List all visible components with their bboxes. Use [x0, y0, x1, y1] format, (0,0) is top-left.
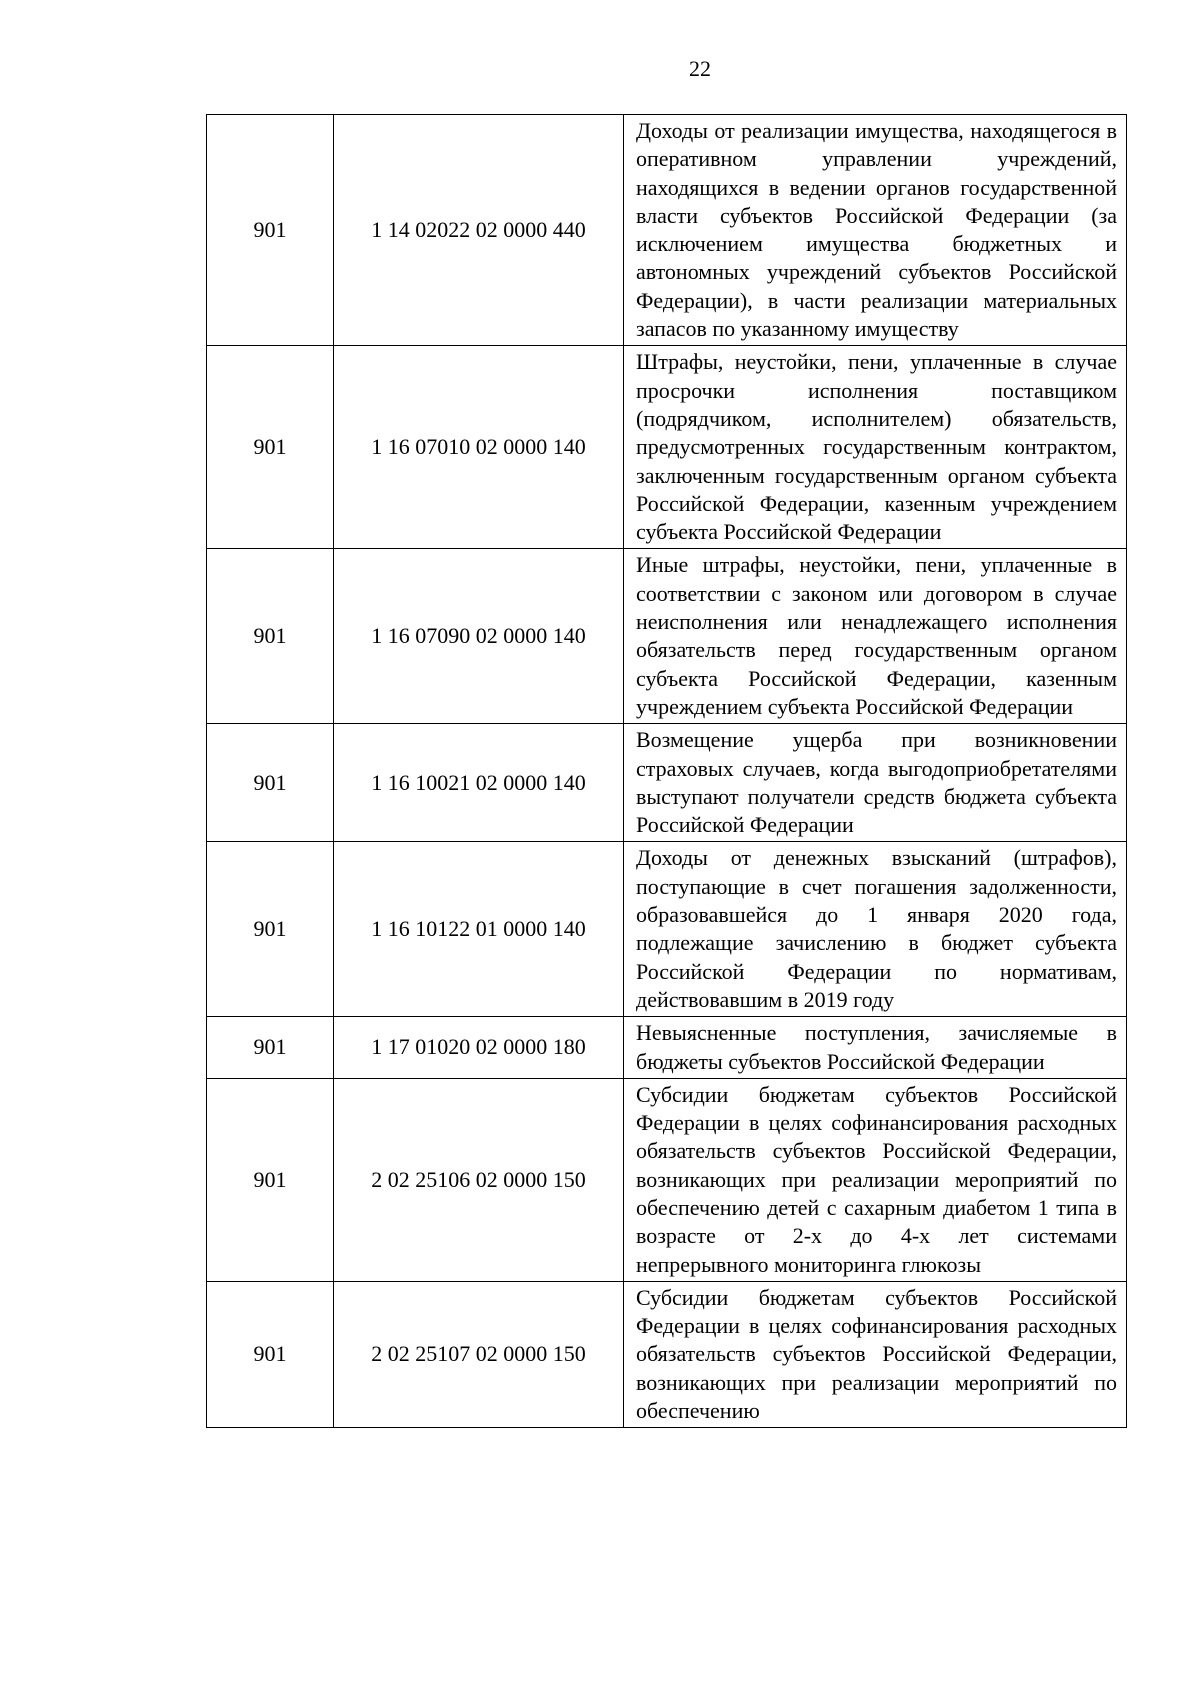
table-row	[207, 842, 1127, 1017]
admin-code-cell: 901	[207, 549, 334, 724]
budget-classification-code-cell: 2 02 25106 02 0000 150	[334, 1078, 624, 1281]
revenue-description-cell: Субсидии бюджетам субъектов Российской Федерации в целях софинансирования расходных обязательств субъектов Российской Федерации, возникающих при реализации мероприятий по обеспечению детей с сахарным диабетом 1 типа в возрасте от 2-х до 4-х лет системами непрерывного мониторинга глюкозы	[624, 1078, 1127, 1281]
admin-code-cell: 901	[207, 842, 334, 1017]
admin-code-cell: 901	[207, 1017, 334, 1079]
revenue-description-cell: Иные штрафы, неустойки, пени, уплаченные в соответствии с законом или договором в случае неисполнения или ненадлежащего исполнения обязательств перед государственным органом субъекта Российской Федерации, казенным учреждением субъекта Российской Федерации	[624, 549, 1127, 724]
budget-classification-code-cell: 1 16 10021 02 0000 140	[334, 724, 624, 842]
budget-classification-code-cell: 1 17 01020 02 0000 180	[334, 1017, 624, 1079]
table-row	[207, 1078, 1127, 1281]
revenue-description-cell: Доходы от реализации имущества, находящегося в оперативном управлении учреждений, находящихся в ведении органов государственной власти субъектов Российской Федерации (за исключением имущества бюджетных и автономных учреждений субъектов Российской Федерации), в части реализации материальных запасов по указанному имуществу	[624, 115, 1127, 346]
budget-classification-code-cell: 1 14 02022 02 0000 440	[334, 115, 624, 346]
budget-revenue-table	[206, 114, 1127, 1428]
admin-code-cell: 901	[207, 346, 334, 549]
budget-classification-code-cell: 2 02 25107 02 0000 150	[334, 1281, 624, 1427]
admin-code-cell: 901	[207, 1078, 334, 1281]
table-row	[207, 346, 1127, 549]
revenue-description-cell: Субсидии бюджетам субъектов Российской Федерации в целях софинансирования расходных обязательств субъектов Российской Федерации, возникающих при реализации мероприятий по обеспечению	[624, 1281, 1127, 1427]
budget-classification-code-cell: 1 16 07010 02 0000 140	[334, 346, 624, 549]
table-row	[207, 1281, 1127, 1427]
table-row	[207, 724, 1127, 842]
admin-code-cell: 901	[207, 724, 334, 842]
revenue-description-cell: Доходы от денежных взысканий (штрафов), поступающие в счет погашения задолженности, образовавшейся до 1 января 2020 года, подлежащие зачислению в бюджет субъекта Российской Федерации по нормативам, действовавшим в 2019 году	[624, 842, 1127, 1017]
admin-code-cell: 901	[207, 115, 334, 346]
budget-classification-code-cell: 1 16 07090 02 0000 140	[334, 549, 624, 724]
table-row	[207, 549, 1127, 724]
budget-classification-code-cell: 1 16 10122 01 0000 140	[334, 842, 624, 1017]
revenue-description-cell: Штрафы, неустойки, пени, уплаченные в случае просрочки исполнения поставщиком (подрядчиком, исполнителем) обязательств, предусмотренных государственным контрактом, заключенным государственным органом субъекта Российской Федерации, казенным учреждением субъекта Российской Федерации	[624, 346, 1127, 549]
table-row	[207, 115, 1127, 346]
revenue-description-cell: Возмещение ущерба при возникновении страховых случаев, когда выгодоприобретателями выступают получатели средств бюджета субъекта Российской Федерации	[624, 724, 1127, 842]
table-row	[207, 1017, 1127, 1079]
page-number: 22	[689, 56, 711, 81]
revenue-description-cell: Невыясненные поступления, зачисляемые в бюджеты субъектов Российской Федерации	[624, 1017, 1127, 1079]
admin-code-cell: 901	[207, 1281, 334, 1427]
